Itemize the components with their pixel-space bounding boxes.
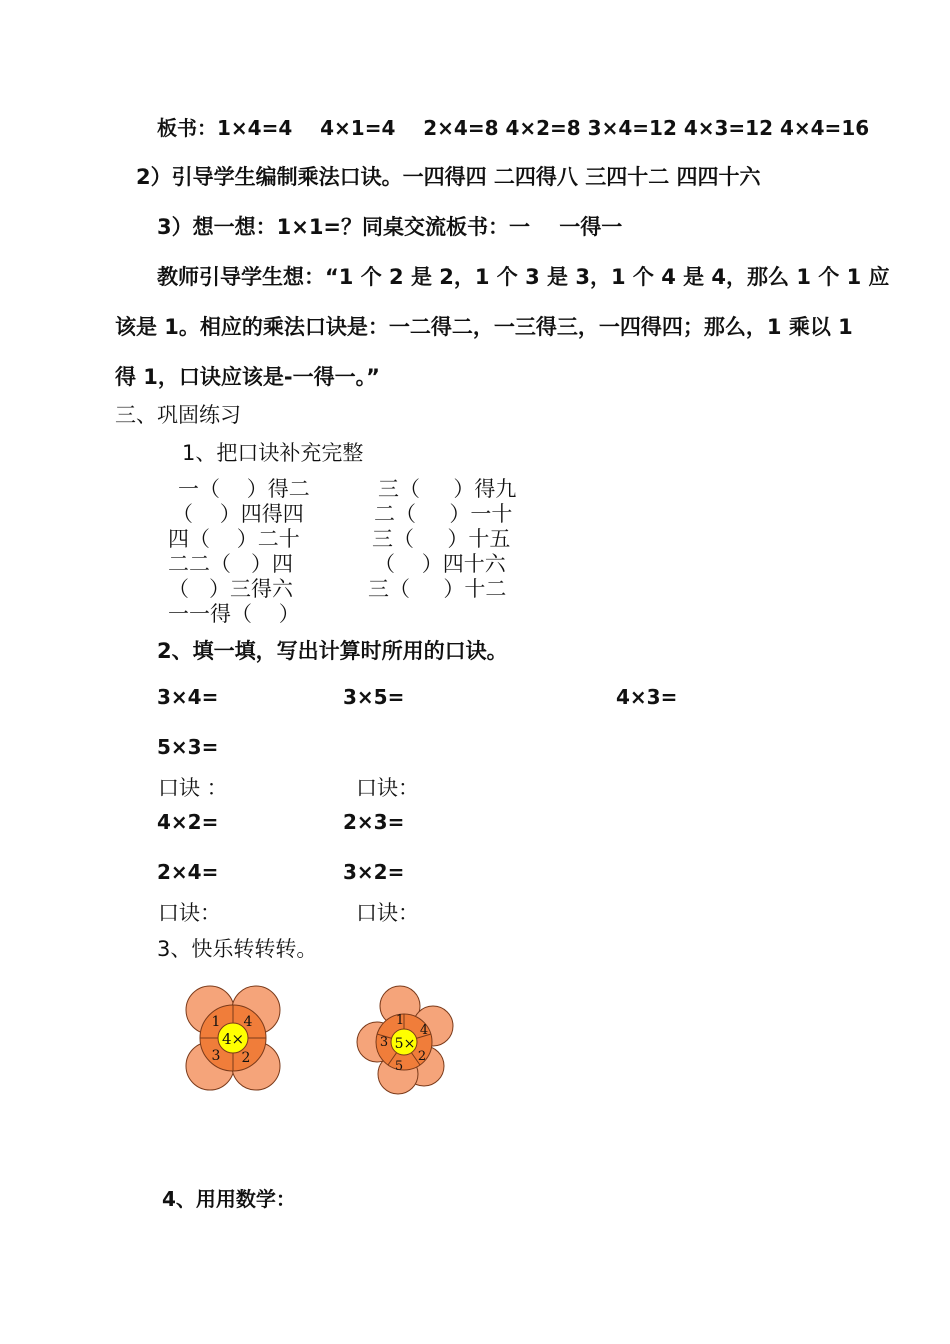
petal-number: 5 xyxy=(394,1059,404,1074)
petal-number: 2 xyxy=(241,1050,251,1066)
fill-blank-item: 二二（ ）四 xyxy=(168,552,294,576)
expression: 4×2= xyxy=(157,810,219,834)
expression: 5×3= xyxy=(157,735,219,759)
task-3-title: 3、快乐转转转。 xyxy=(157,937,318,961)
expression: 3×4= xyxy=(157,685,219,709)
koujue-label: 口诀 ： xyxy=(158,776,228,800)
petal-number: 1 xyxy=(395,1013,405,1028)
fill-blank-item: 三（ ）十二 xyxy=(368,577,507,601)
step-3-text: 3）想一想：1×1=？同桌交流板书：一 一得一 xyxy=(157,215,623,239)
fill-blank-item: （ ）四得四 xyxy=(172,502,304,526)
step-2-text: 2）引导学生编制乘法口诀。一四得四 二四得八 三四十二 四四十六 xyxy=(136,165,761,189)
task-1-title: 1、把口诀补充完整 xyxy=(182,441,364,465)
flower-center-label: 5× xyxy=(394,1036,416,1052)
fill-blank-item: （ ）四十六 xyxy=(374,552,506,576)
petal-number: 1 xyxy=(211,1014,221,1030)
teacher-paragraph-line-1: 教师引导学生想：“1 个 2 是 2，1 个 3 是 3，1 个 4 是 4，那么 1 个 1 应 xyxy=(157,265,890,289)
fill-blank-item: 三（ ）得九 xyxy=(378,477,517,501)
petal-number: 4 xyxy=(243,1014,253,1030)
fill-blank-item: 三（ ）十五 xyxy=(372,527,511,551)
expression: 3×5= xyxy=(343,685,405,709)
board-writing: 板书：1×4=4 4×1=4 2×4=8 4×2=8 3×4=12 4×3=12 4×4=16 xyxy=(157,116,870,140)
fill-blank-item: 四（ ）二十 xyxy=(168,527,300,551)
section-heading-practice: 三、巩固练习 xyxy=(115,403,241,427)
expression: 2×4= xyxy=(157,860,219,884)
task-4-title: 4、用用数学： xyxy=(162,1187,296,1211)
petal-number: 3 xyxy=(379,1035,389,1050)
flower-4-times xyxy=(180,980,286,1096)
petal-number: 3 xyxy=(211,1048,221,1064)
petal-number: 4 xyxy=(419,1023,429,1038)
expression: 2×3= xyxy=(343,810,405,834)
flower-5-times xyxy=(352,982,456,1096)
fill-blank-item: （ ）三得六 xyxy=(168,577,294,601)
fill-blank-item: 一一得（ ） xyxy=(168,602,300,626)
task-2-title: 2、填一填，写出计算时所用的口诀。 xyxy=(157,639,508,663)
teacher-paragraph-line-2: 该是 1。相应的乘法口诀是：一二得二，一三得三，一四得四；那么，1 乘以 1 xyxy=(115,315,853,339)
expression: 3×2= xyxy=(343,860,405,884)
koujue-label: 口诀： xyxy=(158,901,221,925)
koujue-label: 口诀： xyxy=(356,901,419,925)
petal-number: 2 xyxy=(417,1049,427,1064)
flower-center-label: 4× xyxy=(221,1030,245,1048)
fill-blank-item: 一（ ）得二 xyxy=(178,477,310,501)
teacher-paragraph-line-3: 得 1，口诀应该是-一得一。” xyxy=(115,365,380,389)
expression: 4×3= xyxy=(616,685,678,709)
fill-blank-item: 二（ ）一十 xyxy=(374,502,513,526)
koujue-label: 口诀： xyxy=(356,776,419,800)
